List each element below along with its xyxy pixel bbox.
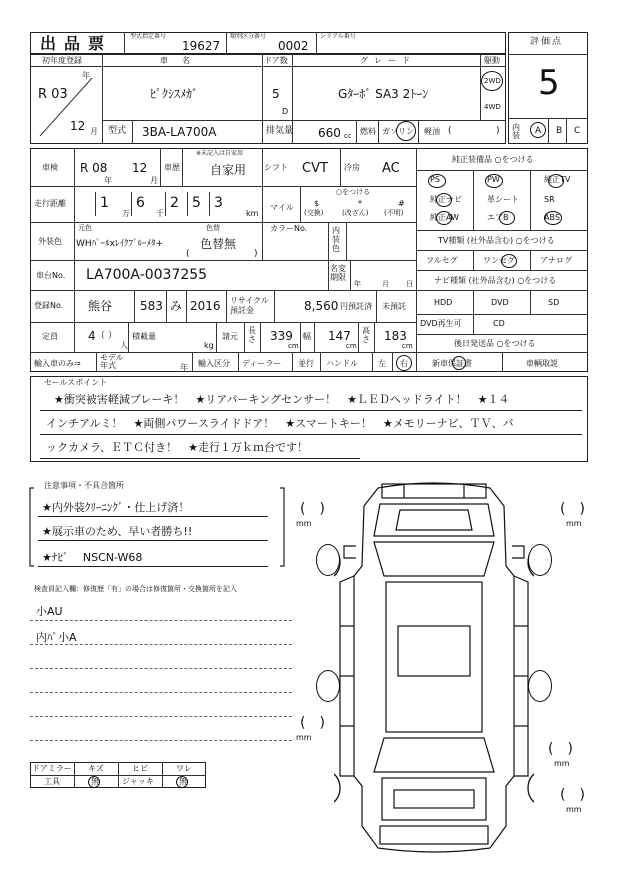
mileage-digit-box [165, 192, 184, 216]
score-value: 5 [538, 63, 560, 103]
car-name: ﾋﾟｸｼｽﾒｶﾞ [150, 87, 199, 101]
displacement: 660 [318, 126, 341, 140]
later-label: 後日発送品 ○をつける [454, 339, 536, 348]
inspector-line-1: 小AU [36, 605, 63, 618]
equip-circle-navi [436, 193, 452, 207]
color-change: 色替無 [200, 237, 237, 251]
drive-2wd: 2WD [484, 77, 501, 85]
interior-grade-a: A [535, 126, 542, 136]
form-title: 出品票 [40, 34, 113, 53]
sales-line-3: ックカメラ、ＥＴＣ付き！ ★走行１万ｋｍ台です！ [46, 441, 308, 454]
tire-depth-unit: mm [554, 759, 570, 768]
tv-item: フルセグ [426, 256, 458, 265]
plate-num: 2016 [190, 299, 221, 313]
recycle: 8,560 [304, 299, 339, 313]
import-label: 輸入車のみ⇒ [34, 359, 81, 368]
dims-label: 諸元 [222, 332, 238, 341]
wheel-rear-right [528, 670, 552, 702]
equip-item: エアB [487, 213, 509, 222]
tire-depth-bracket: ( ) [548, 741, 573, 757]
recycle-no: 未預託 [382, 302, 406, 311]
drive-circle [481, 71, 503, 91]
first-reg-era: R 03 [38, 87, 68, 102]
tv-item: ワンセグ [483, 256, 515, 265]
equip-circle-pw [485, 174, 503, 188]
tire-depth-bracket: ( ) [560, 787, 585, 803]
length: 339 [270, 329, 293, 343]
drive-label: 駆動 [484, 56, 500, 65]
mileage-digit: 2 [170, 195, 179, 211]
doors-label: ドア数 [264, 56, 288, 65]
type-no: 19627 [182, 39, 221, 53]
serial-label: シリアル番号 [320, 33, 356, 40]
equip-item: PW [487, 175, 500, 184]
load-label: 積載量 [132, 332, 156, 341]
class-no-label: 類別区分番号 [230, 33, 267, 40]
sales-line-2: インチアルミ！ ★両側パワースライドドア！ ★スマートキー！ ★メモリーナビ、ＴＶ、バ [46, 417, 514, 430]
class-no: 0002 [278, 39, 309, 53]
first-reg-month: 12 [70, 119, 86, 133]
cd-label: CD [493, 319, 505, 328]
tv-item: アナログ [540, 256, 572, 265]
plate-class: 583 [140, 299, 163, 313]
capacity-label: 定員 [42, 332, 58, 341]
inspection-label: 車検 [42, 163, 58, 172]
history: 自家用 [210, 163, 247, 177]
tire-depth-bracket: ( ) [300, 501, 325, 517]
navi-type-label: ナビ種類 (社外品含む) ○をつける [434, 276, 557, 285]
first-reg-label: 初年度登録 [42, 56, 82, 65]
height: 183 [384, 329, 407, 343]
recycle-label: リサイクル預託金 [230, 296, 269, 315]
name-change-label: 名変期限 [330, 264, 346, 282]
inspection-month: 12 [132, 161, 148, 175]
plate-kana: み [170, 299, 183, 313]
navi-item: SD [548, 298, 560, 307]
tire-depth-unit: mm [566, 519, 582, 528]
equip-item: 純正AW [430, 213, 459, 222]
chassis-label: 車台No. [36, 271, 66, 280]
sales-label: セールスポイント [44, 378, 108, 387]
history-label: 車歴 [164, 163, 180, 172]
equip-item: 純正TV [544, 175, 571, 184]
mileage-digit: 1 [100, 195, 109, 211]
handle-label: ハンドル [326, 359, 358, 368]
inspector-label: 検査員記入欄：修復歴「有」の場合は修復箇所・交換箇所を記入 [34, 585, 237, 593]
mileage-digit-box [187, 192, 206, 216]
handle-right: 右 [400, 359, 408, 368]
notes-line-2: ★展示車のため、早い者勝ち!! [42, 525, 193, 538]
fuel-label: 燃料 [360, 127, 376, 136]
equip-item: PS [430, 175, 440, 184]
drive-4wd: 4WD [484, 103, 501, 111]
cooler-label: 冷房 [344, 163, 360, 172]
score-label: 評価点 [530, 37, 564, 47]
mileage-digit: 3 [214, 195, 223, 211]
tv-circle [501, 254, 517, 268]
door-type: D [282, 107, 289, 116]
inspection: R 08 [80, 161, 108, 175]
mileage-digit-box [209, 192, 228, 216]
notes-line-1: ★内外装ｸﾘｰﾆﾝｸﾞ・仕上げ済！ [42, 501, 190, 514]
handle-circle [396, 355, 412, 371]
equip-item: SR [544, 195, 555, 204]
mileage-label: 走行距離 [34, 199, 66, 208]
chassis: LA700A-0037255 [86, 267, 208, 283]
car-damage-diagram [334, 476, 534, 856]
doors: 5 [272, 87, 280, 101]
original-color: WHﾊﾟｰﾙxﾚｲｸﾌﾞﾙｰﾒﾀ+ [76, 239, 164, 249]
fuel-diesel: 軽油 [424, 127, 440, 136]
width: 147 [328, 329, 351, 343]
tire-depth-unit: mm [296, 733, 312, 742]
notes-line-3: ★ﾅﾋﾞ NSCN-W68 [42, 551, 143, 564]
shift: CVT [302, 161, 328, 176]
capacity: 4 [88, 329, 96, 343]
equip-item: 純正ナビ [430, 195, 462, 204]
shift-label: シフト [264, 163, 288, 172]
dvd-label: DVD再生可 [420, 319, 462, 328]
interior-color-label: 内装色 [332, 226, 340, 253]
notes-label: 注意事項・不具合箇所 [44, 481, 124, 490]
interior-grade-c: C [574, 126, 581, 136]
equip-circle-ps [428, 174, 446, 188]
plate-label: 登録No. [34, 301, 64, 310]
cooler: AC [382, 161, 400, 176]
type-no-label: 型式指定番号 [130, 33, 167, 40]
equip-circle-tv [548, 174, 564, 188]
meter-label: マイル [270, 203, 294, 212]
inspector-line-2: 内ﾊﾟ小A [36, 631, 77, 644]
color-label: 外装色 [38, 237, 62, 246]
model-label: 型式 [108, 126, 127, 136]
wheel-front-left [316, 544, 340, 576]
fuel-gas: ガソリン [382, 127, 414, 136]
equip-item: 革シート [487, 195, 519, 204]
equip-circle-abs [544, 211, 562, 225]
tire-depth-bracket: ( ) [560, 501, 585, 517]
color-no-label: カラーNo. [270, 224, 308, 233]
fuel-circle [396, 121, 416, 141]
mileage-digit-box [131, 192, 150, 216]
mileage-digit: 6 [136, 195, 145, 211]
equip-circle-airbag [499, 211, 515, 225]
tv-type-label: TV種類 (社外品含む) ○をつける [438, 236, 555, 245]
later-item: 新車保証書 [432, 359, 472, 368]
later-circle [452, 356, 466, 370]
wheel-front-right [528, 544, 552, 576]
interior-grade-b: B [556, 126, 563, 136]
navi-item: HDD [434, 298, 453, 307]
equip-item: ABS [544, 213, 560, 222]
wheel-rear-left [316, 670, 340, 702]
tire-depth-unit: mm [566, 805, 582, 814]
interior-grade-label: 内装 [512, 123, 520, 140]
later-item: 車輌取説 [526, 359, 558, 368]
grade: Gﾀｰﾎﾞ SA3 2ﾄｰﾝ [338, 87, 429, 101]
navi-item: DVD [491, 298, 509, 307]
mileage-digit-box [95, 192, 114, 216]
equip-circle-aw [436, 211, 452, 225]
grade-label: グレード [360, 56, 416, 65]
sales-line-1: ★衝突被害軽減ブレーキ！ ★リアパーキングセンサー！ ★ＬＥＤヘッドライト！ ★１４ [54, 393, 510, 406]
plate-area: 熊谷 [88, 299, 113, 313]
model: 3BA-LA700A [142, 125, 217, 139]
displacement-label: 排気量 [266, 126, 294, 136]
genuine-equip-label: 純正装備品 ○をつける [452, 155, 534, 164]
mileage-digit: 5 [192, 195, 201, 211]
car-name-label: 車名 [160, 56, 204, 65]
tire-depth-unit: mm [296, 519, 312, 528]
tire-depth-bracket: ( ) [300, 715, 325, 731]
interior-grade-circle [530, 122, 546, 138]
